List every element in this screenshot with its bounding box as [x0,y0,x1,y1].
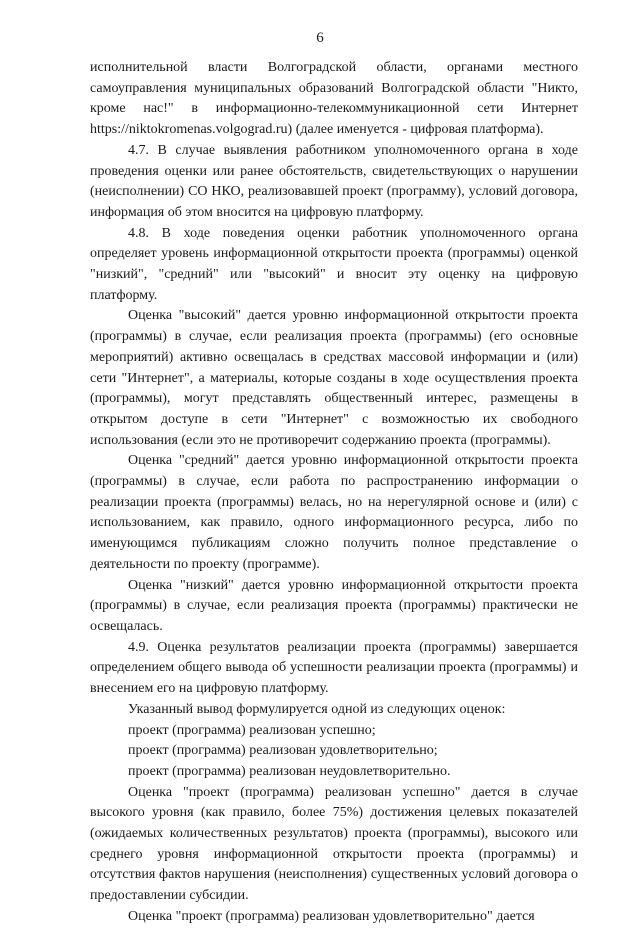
list-item-success: проект (программа) реализован успешно; [128,722,376,738]
paragraph-continuation: исполнительной власти Волгоградской области, органами местного самоуправления муниципальных образований Волгоградской области "Никто, кроме нас!" в информационно-телекоммуникационной сети Интернет https://niktokromenas.volgograd.ru) (далее именуется - цифровая платформа). [90,60,578,138]
paragraph-4-9: 4.9. Оценка результатов реализации проекта (программы) завершается определением общего вывода об успешности реализации проекта (программы) и внесением его на цифровую платформу. [90,639,578,697]
paragraph-rating-high: Оценка "высокий" дается уровню информационной открытости проекта (программы) в случае, если реализация проекта (программы) (его основные мероприятий) активно освещалась в средствах массовой информации и (или) сети "Интернет", а материалы, которые созданы в ходе осуществления проекта (программы), могут представлять общественный интерес, размещены в открытом доступе в сети "Интернет" с возможностью их свободного использования (если это не противоречит содержанию проекта (программы). [90,308,578,448]
list-item-unsatisfactory: проект (программа) реализован неудовлетворительно. [128,763,451,779]
paragraph-4-7: 4.7. В случае выявления работником уполномоченного органа в ходе проведения оценки или ранее обстоятельств, свидетельствующих о нарушении (неисполнении) СО НКО, реализовавшей проект (программу), условий договора, информация об этом вносится на цифровую платформу. [90,142,578,220]
paragraph-4-8: 4.8. В ходе поведения оценки работник уполномоченного органа определяет уровень информационной открытости проекта (программы) оценкой "низкий", "средний" или "высокий" и вносит эту оценку на цифровую платформу. [90,225,578,303]
document-body [90,58,578,928]
page-number: 6 [316,30,324,46]
paragraph-satisfactory-criteria: Оценка "проект (программа) реализован удовлетворительно" дается [128,908,535,924]
paragraph-rating-low: Оценка "низкий" дается уровню информационной открытости проекта (программы) в случае, если реализация проекта (программы) практически не освещалась. [90,577,578,634]
list-item-satisfactory: проект (программа) реализован удовлетворительно; [128,743,438,759]
paragraph-success-criteria: Оценка "проект (программа) реализован успешно" дается в случае высокого уровня (как правило, более 75%) достижения целевых показателей (ожидаемых количественных результатов) проекта (программы), высокого или среднего уровня информационной открытости проекта (программы) и отсутствия фактов нарушения (неисполнения) существенных условий договора о предоставлении субсидии. [90,784,578,904]
paragraph-conclusion-intro: Указанный вывод формулируется одной из следующих оценок: [128,701,506,717]
paragraph-rating-medium: Оценка "средний" дается уровню информационной открытости проекта (программы) в случае, если работа по распространению информации о реализации проекта (программы) велась, но на нерегулярной основе и (или) с использованием, как правило, одного информационного ресурса, либо по именующимся публикациям сложно получить полное представление о деятельности по проекту (программе). [90,453,578,572]
